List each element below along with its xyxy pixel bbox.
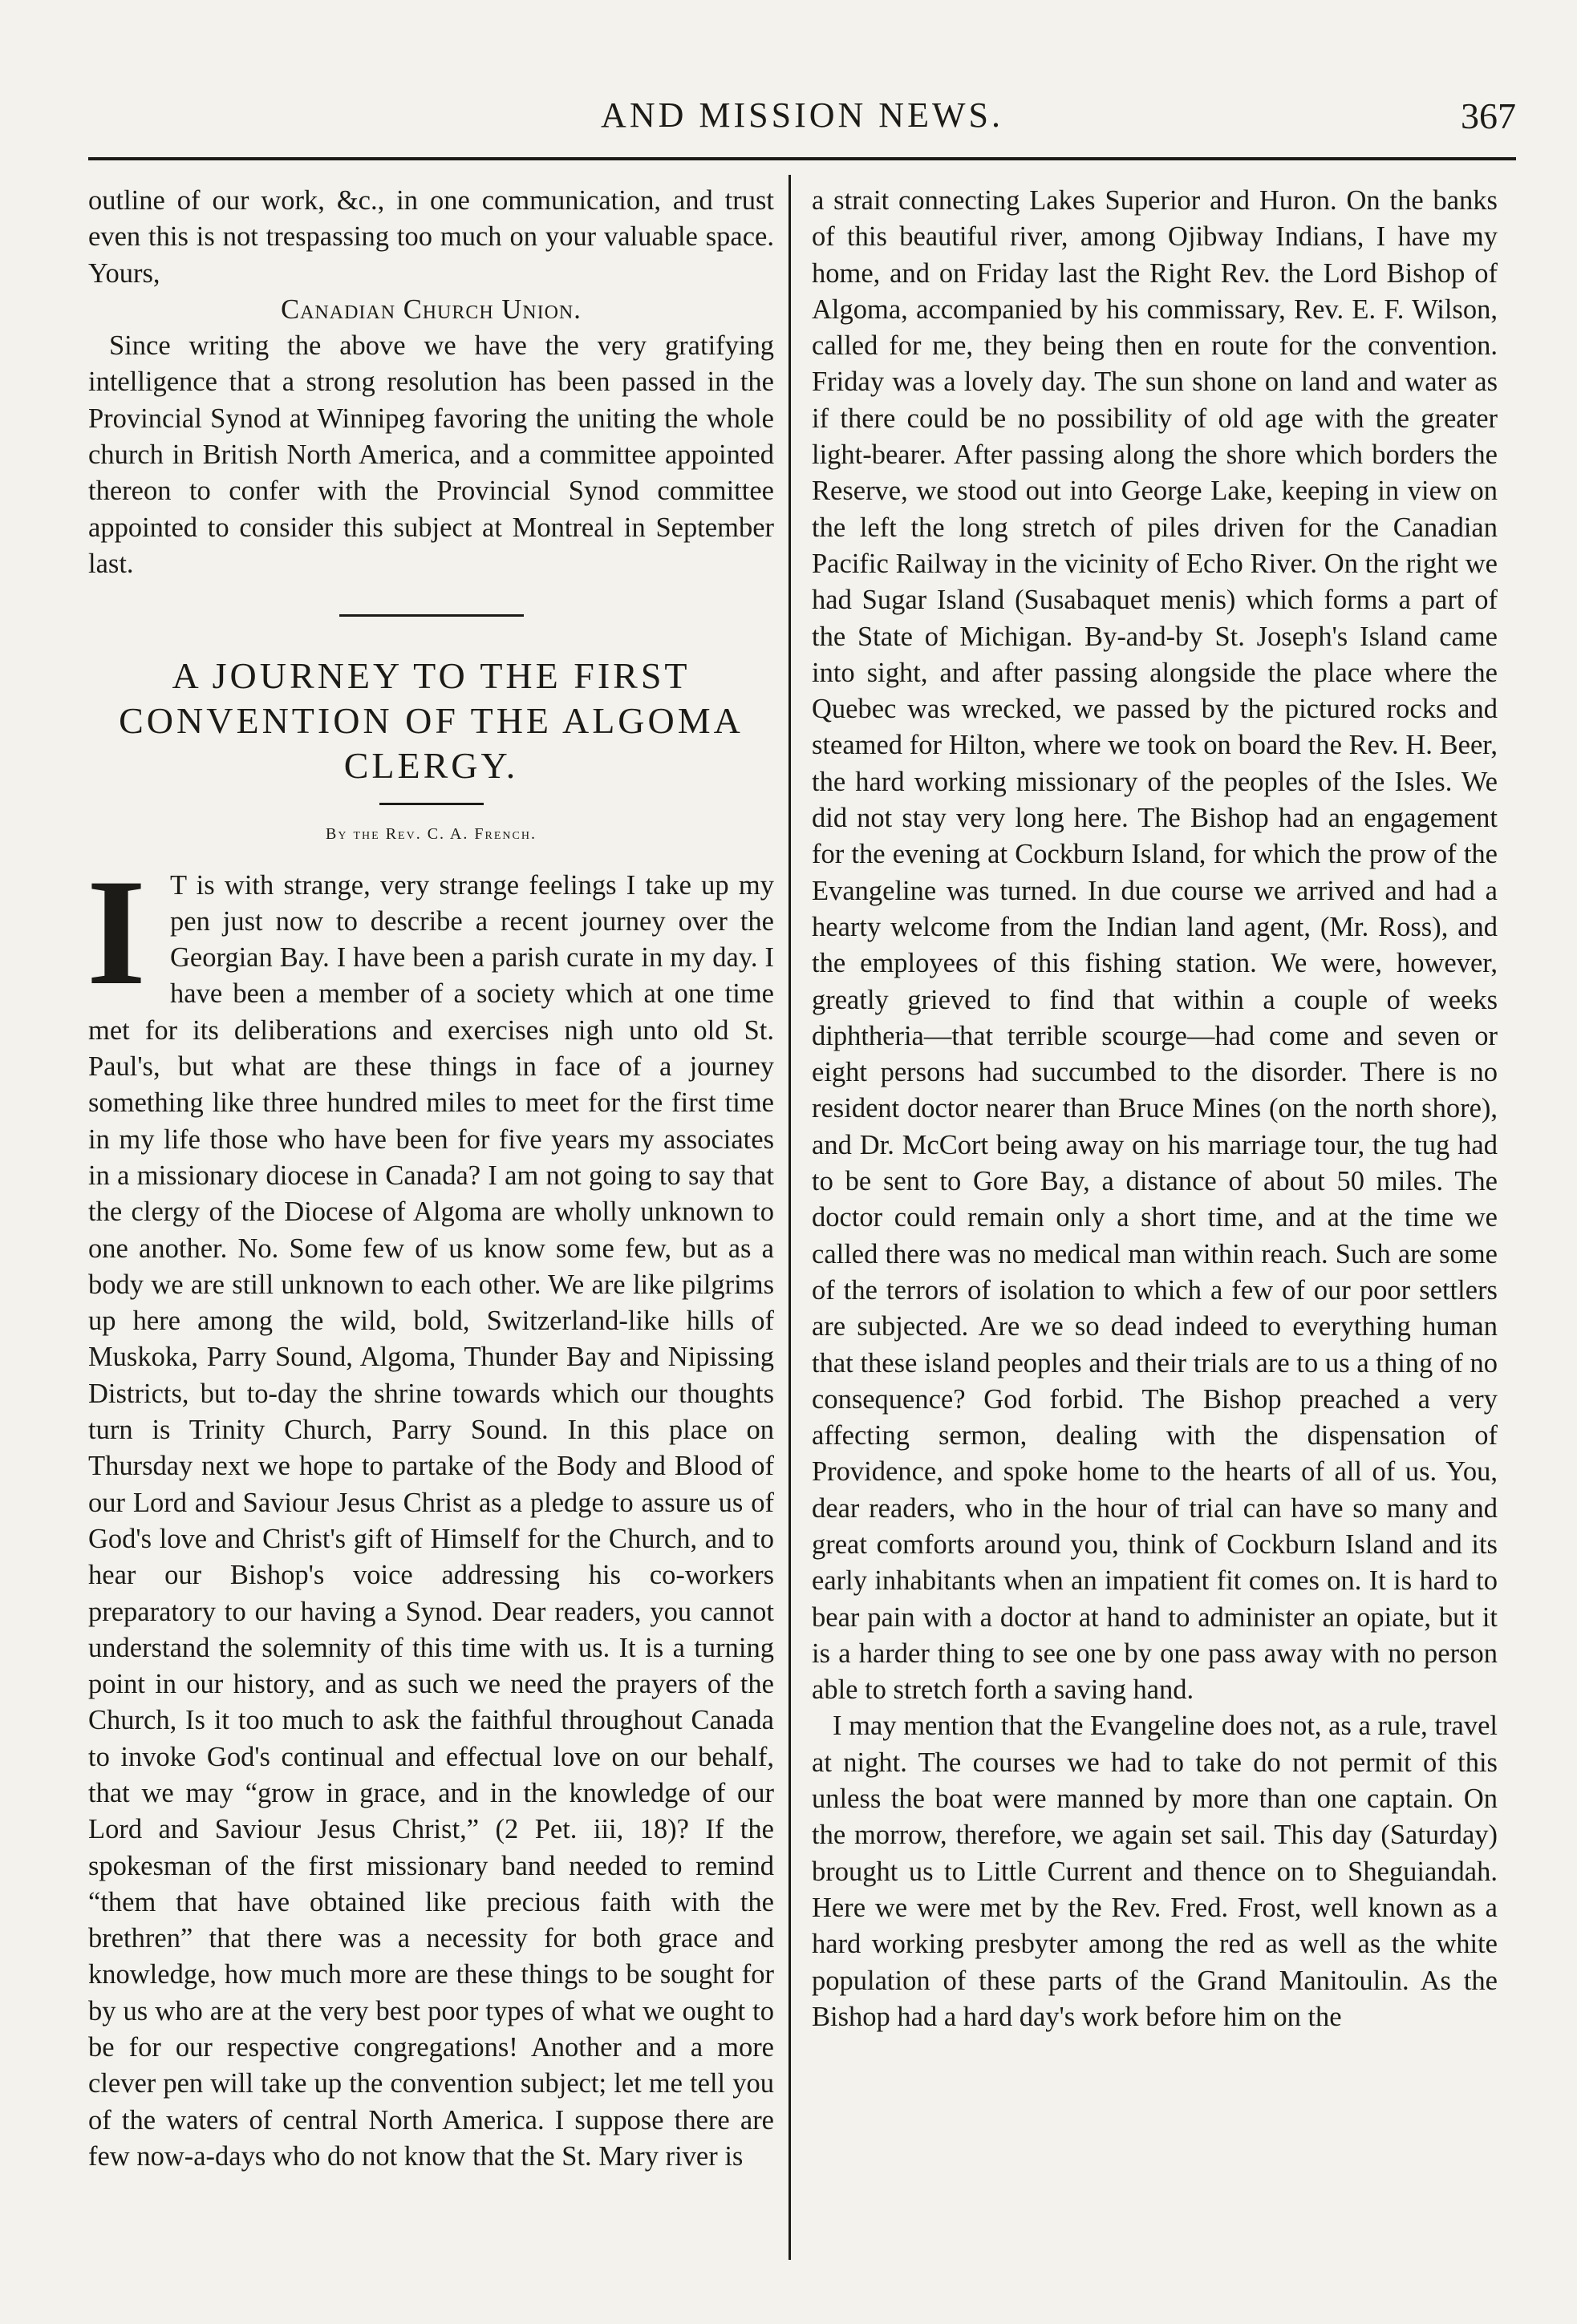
column-rule: [788, 175, 791, 2260]
page-header: [88, 95, 1516, 151]
body-paragraph-2: I may mention that the Evangeline does not, as a rule, travel at night. The courses we had to take do not permit of this unless the boat were manned by more than one captain. On the morrow, therefore, we again set sail. This day (Saturday) brought us to Little Current and thence on to Sheguiandah. Here we were met by the Rev. Fred. Frost, well known as a hard working presbyter among the red as well as the white population of these parts of the Grand Manitoulin. As the Bishop had a hard day's work before him on the: [812, 1711, 1498, 2032]
body-paragraph-1: a strait connecting Lakes Superior and Huron. On the banks of this beautiful river, among Ojibway Indians, I have my home, and on Friday last the Right Rev. the Lord Bishop of Algoma, accompanied by his commissary, Rev. E. F. Wilson, called for me, they being then en route for the convention. Friday was a lovely day. The sun shone on land and water as if there could be no possibility of old age with the greater light-bearer. After passing along the shore which borders the Reserve, we stood out into George Lake, keeping in view on the left the long stretch of piles driven for the Canadian Pacific Railway in the vicinity of Echo River. On the right we had Sugar Island (Susabaquet menis) which forms a part of the State of Michigan. By-and-by St. Joseph's Island came into sight, and after passing alongside the place where the Quebec was wrecked, we passed by the pictured rocks and steamed for Hilton, where we took on board the Rev. H. Beer, the hard working missionary of the peoples of the Isles. We did not stay very long here. The Bishop had an engagement for the evening at Cockburn Island, for which the prow of the Evangeline was turned. In due course we arrived and had a hearty welcome from the Indian land agent, (Mr. Ross), and the employees of this fishing station. We were, however, greatly grieved to find that within a couple of weeks diphtheria—that terrible scourge—had come and seven or eight persons had succumbed to the disorder. There is no resident doctor nearer than Bruce Mines (on the north shore), and Dr. McCort being away on his marriage tour, the tug had to be sent to Gore Bay, a distance of about 50 miles. The doctor could remain only a short time, and at the time we called there was no medical man within reach. Such are some of the terrors of isolation to which a few of our poor settlers are subjected. Are we so dead indeed to everything human that these island peoples and their trials are to us a thing of no consequence? God forbid. The Bishop preached a very affecting sermon, dealing with the dispensation of Providence, and spoke home to the hearts of all of us. You, dear readers, who in the hour of trial can have so many and great comforts around you, think of Cockburn Island and its early inhabitants when an impatient fit comes on. It is hard to bear pain with a doctor at hand to administer an opiate, but it is a harder thing to see one by one pass away with no person able to stretch forth a saving hand.: [812, 185, 1498, 1706]
page-number: 367: [1461, 95, 1516, 136]
title-rule: [379, 803, 484, 805]
article-title: A JOURNEY TO THE FIRST CONVENTION OF THE ALGOMA CLERGY.: [119, 655, 744, 787]
letter-signoff: Canadian Church Union.: [281, 294, 582, 325]
right-column: [812, 183, 1498, 2035]
running-title: AND MISSION NEWS.: [601, 95, 1003, 135]
drop-cap: I: [87, 848, 146, 1017]
left-column: [88, 183, 774, 2175]
article-byline: By the Rev. C. A. French.: [326, 825, 537, 844]
section-divider: [339, 614, 524, 617]
postscript-paragraph: Since writing the above we have the very gratifying intelligence that a strong resolution has been passed in the Provincial Synod at Winnipeg favoring the uniting the whole church in British North America, and a committee appointed thereon to confer with the Provincial Synod committee appointed to consider this subject at Montreal in September last.: [88, 330, 774, 579]
header-rule: [88, 157, 1516, 160]
lead-paragraph: T is with strange, very strange feelings I take up my pen just now to describe a recent journey over the Georgian Bay. I have been a parish curate in my day. I have been a member of a society which at one time met for its deliberations and exercises nigh unto old St. Paul's, but what are these things in face of a journey something like three hundred miles to meet for the first time in my life those who have been for five years my associates in a missionary diocese in Canada? I am not going to say that the clergy of the Diocese of Algoma are wholly unknown to one another. No. Some few of us know some few, but as a body we are still unknown to each other. We are like pilgrims up here among the wild, bold, Switzerland-like hills of Muskoka, Parry Sound, Algoma, Thunder Bay and Nipissing Districts, but to-day the shrine towards which our thoughts turn is Trinity Church, Parry Sound. In this place on Thursday next we hope to partake of the Body and Blood of our Lord and Saviour Jesus Christ as a pledge to assure us of God's love and Christ's gift of Himself for the Church, and to hear our Bishop's voice addressing his co-workers preparatory to our having a Synod. Dear readers, you cannot understand the solemnity of this time with us. It is a turning point in our history, and as such we need the prayers of the Church, Is it too much to ask the faithful throughout Canada to invoke God's continual and effectual love on our behalf, that we may “grow in grace, and in the knowledge of our Lord and Saviour Jesus Christ,” (2 Pet. iii, 18)? If the spokesman of the first missionary band needed to remind “them that have obtained like precious faith with the brethren” that there was a necessity for both grace and knowledge, how much more are these things to be sought for by us who are at the very best poor types of what we ought to be for our respective congregations! Another and a more clever pen will take up the convention subject; let me tell you of the waters of central North America. I suppose there are few now-a-days who do not know that the St. Mary river is: [88, 869, 774, 2172]
carryover-paragraph: outline of our work, &c., in one communication, and trust even this is not trespassing too much on your valuable space. Yours,: [88, 185, 774, 289]
lead-block: [87, 848, 774, 2176]
